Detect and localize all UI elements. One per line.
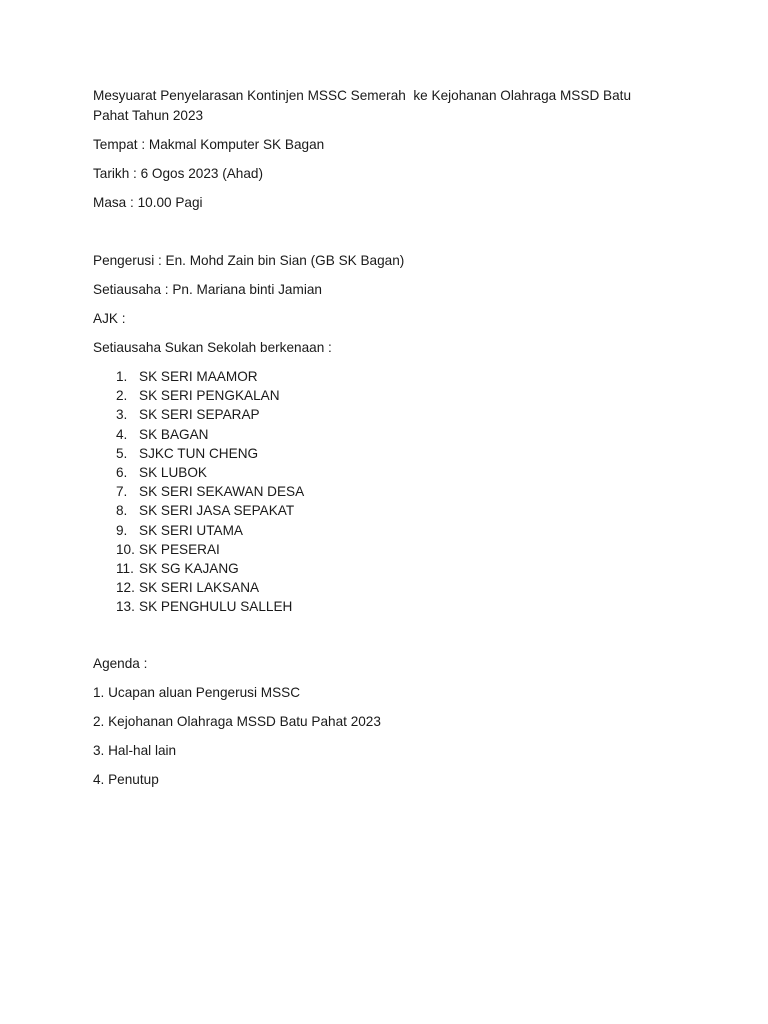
list-item <box>93 501 653 520</box>
school-name: SK SERI MAAMOR <box>139 369 258 384</box>
list-item <box>93 463 653 482</box>
school-name: SK SERI JASA SEPAKAT <box>139 503 295 519</box>
school-name: SK SERI SEKAWAN DESA <box>139 484 305 500</box>
school-name: SK PENGHULU SALLEH <box>139 599 293 615</box>
list-number: 6. <box>116 464 128 480</box>
school-name: SK PESERAI <box>139 541 220 557</box>
list-item <box>93 578 653 597</box>
school-name: SK SERI SEPARAP <box>139 407 260 423</box>
school-name: SK SERI PENGKALAN <box>139 388 280 404</box>
school-name: SJKC TUN CHENG <box>139 445 259 461</box>
list-item <box>93 367 653 386</box>
list-item <box>93 444 653 463</box>
list-number: 3. <box>116 407 128 423</box>
school-name: SK SERI LAKSANA <box>139 580 260 596</box>
meeting-title: Mesyuarat Penyelarasan Kontinjen MSSC Semerah ke Kejohanan Olahraga MSSD Batu Pahat Tahun 2023 <box>93 88 635 123</box>
agenda-item: 4. Penutup <box>93 772 159 788</box>
meeting-venue: Tempat : Makmal Komputer SK Bagan <box>93 137 325 152</box>
list-item <box>93 521 653 540</box>
document-page <box>93 86 653 799</box>
meeting-time: Masa : 10.00 Pagi <box>93 195 203 210</box>
list-item <box>93 540 653 559</box>
list-item <box>93 482 653 501</box>
list-number: 7. <box>116 484 128 500</box>
school-list <box>93 367 653 616</box>
list-item <box>93 559 653 578</box>
list-item <box>93 405 653 424</box>
list-item <box>93 597 653 616</box>
meeting-chair: Pengerusi : En. Mohd Zain bin Sian (GB SK Bagan) <box>93 253 405 268</box>
list-number: 10. <box>116 541 135 557</box>
list-number: 1. <box>116 369 128 384</box>
spacer <box>93 222 653 251</box>
list-number: 13. <box>116 599 135 615</box>
school-name: SK SERI UTAMA <box>139 522 243 538</box>
list-number: 9. <box>116 522 128 538</box>
agenda-item: 2. Kejohanan Olahraga MSSD Batu Pahat 2023 <box>93 714 381 730</box>
list-number: 5. <box>116 445 128 461</box>
meeting-secretary: Setiausaha : Pn. Mariana binti Jamian <box>93 282 322 297</box>
list-number: 11. <box>116 560 134 576</box>
committee-label: AJK : <box>93 311 126 326</box>
agenda-label: Agenda : <box>93 656 148 672</box>
sports-secretary-label: Setiausaha Sukan Sekolah berkenaan : <box>93 340 332 355</box>
list-item <box>93 386 653 405</box>
school-name: SK BAGAN <box>139 426 209 442</box>
school-name: SK SG KAJANG <box>139 560 239 576</box>
list-number: 12. <box>116 580 135 596</box>
agenda-item: 1. Ucapan aluan Pengerusi MSSC <box>93 685 301 701</box>
list-number: 4. <box>116 426 128 442</box>
list-item <box>93 425 653 444</box>
agenda-item: 3. Hal-hal lain <box>93 743 177 759</box>
meeting-date: Tarikh : 6 Ogos 2023 (Ahad) <box>93 166 264 181</box>
list-number: 8. <box>116 503 128 519</box>
list-number: 2. <box>116 388 128 404</box>
spacer <box>93 616 653 654</box>
school-name: SK LUBOK <box>139 464 207 480</box>
